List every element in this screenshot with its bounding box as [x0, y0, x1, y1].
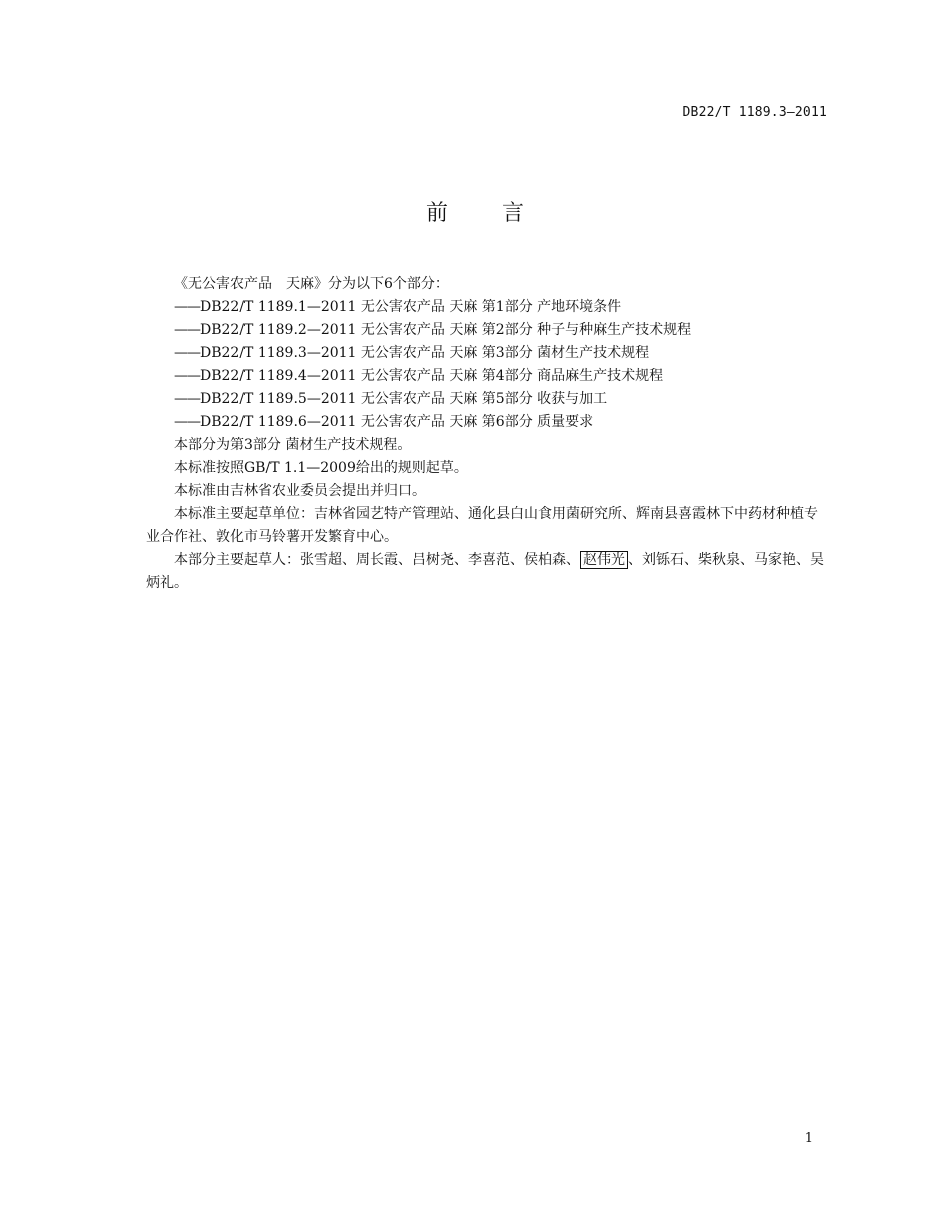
drafting-rules-statement: 本标准按照GB/T 1.1—2009给出的规则起草。 [174, 460, 468, 476]
list-item [146, 388, 830, 411]
list-dash: —— [174, 414, 200, 430]
list-item-text: DB22/T 1189.4—2011 无公害农产品 天麻 第4部分 商品麻生产技术规程 [200, 368, 664, 384]
list-dash: —— [174, 368, 200, 384]
drafters-text-after: 、刘铄石、柴秋泉、马家艳、吴炳礼。 [146, 552, 824, 591]
page-title: 前 言 [425, 201, 540, 226]
page-number: 1 [804, 1131, 813, 1146]
list-dash: —— [174, 391, 200, 407]
drafting-units-paragraph: 本标准主要起草单位：吉林省园艺特产管理站、通化县白山食用菌研究所、辉南县喜霞林下中药材种植专业合作社、敦化市马铃薯开发繁育中心。 [146, 506, 818, 545]
list-dash: —— [174, 322, 200, 338]
boxed-drafter-name: 赵伟光 [580, 551, 628, 569]
list-dash: —— [174, 299, 200, 315]
list-item-text: DB22/T 1189.5—2011 无公害农产品 天麻 第5部分 收获与加工 [200, 391, 608, 407]
document-code: DB22/T 1189.3—2011 [682, 105, 827, 120]
list-item [146, 342, 830, 365]
list-dash: —— [174, 345, 200, 361]
list-item [146, 296, 830, 319]
document-body [146, 273, 830, 595]
list-item-text: DB22/T 1189.3—2011 无公害农产品 天麻 第3部分 菌材生产技术规程 [200, 345, 650, 361]
list-item [146, 365, 830, 388]
list-item-text: DB22/T 1189.6—2011 无公害农产品 天麻 第6部分 质量要求 [200, 414, 594, 430]
drafters-paragraph [146, 549, 830, 595]
drafters-text-before: 本部分主要起草人：张雪超、周长霞、吕树尧、李喜范、侯柏森、 [174, 552, 580, 568]
list-item-text: DB22/T 1189.2—2011 无公害农产品 天麻 第2部分 种子与种麻生产技术规程 [200, 322, 692, 338]
proposer-statement: 本标准由吉林省农业委员会提出并归口。 [174, 483, 426, 499]
parts-list [146, 296, 830, 434]
intro-paragraph: 《无公害农产品 天麻》分为以下6个部分： [174, 276, 449, 292]
list-item [146, 411, 830, 434]
part-statement: 本部分为第3部分 菌材生产技术规程。 [174, 437, 412, 453]
list-item [146, 319, 830, 342]
list-item-text: DB22/T 1189.1—2011 无公害农产品 天麻 第1部分 产地环境条件 [200, 299, 622, 315]
